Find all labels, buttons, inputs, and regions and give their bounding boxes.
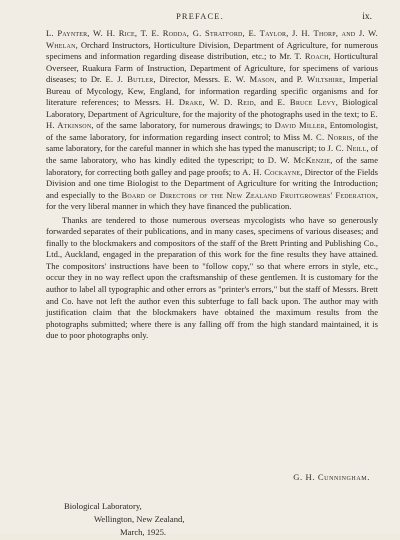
name-text: M. C. Norris — [302, 131, 353, 142]
address-line: Biological Laboratory, — [64, 501, 142, 511]
body-text: , and — [253, 97, 278, 108]
name-text: J. H. Thorp, and J. W. Whelan — [46, 28, 378, 50]
name-text: E. H. Atkinson — [46, 108, 378, 131]
name-text: E. W. Mason — [223, 74, 275, 85]
name-text: Board of Directors of the New Zealand Fruitgrowers' Federation — [121, 189, 376, 200]
body-text: , Horticultural Overseer, Ruakura Farm of Instruction, Department of Agriculture, for specimens of various diseases; to Dr. — [46, 51, 378, 85]
name-text: L. Paynter, W. H. Rice, T. E. Rodda, G. Stratford, E. Taylor, — [46, 28, 289, 38]
body-text: , Director of the Fields Division and one time Biologist to the Department of Agriculture for writing the Introduction; and especially to the — [46, 166, 378, 200]
preface-body — [46, 28, 378, 342]
author-signature: G. H. Cunningham. — [293, 472, 370, 482]
place-and-date — [64, 500, 184, 540]
body-text: , Biological Laboratory, Department of Agriculture, for the majority of the photographs used in the text; to — [46, 97, 378, 119]
body-text: , of the same laboratory, for numerous drawings; to — [91, 120, 275, 131]
body-text: , Orchard Instructors, Horticulture Division, Department of Agriculture, for numerous specimens and information regarding disease distribution, etc.; to Mr. — [46, 39, 378, 62]
body-text: , Imperial Bureau of Mycology, Kew, England, for information regarding specific organisms and for literature references; to Messrs. — [46, 74, 378, 108]
running-header — [0, 12, 400, 24]
name-text: J. C. Neill — [327, 143, 367, 154]
address-line: Wellington, New Zealand, — [94, 514, 185, 525]
body-text: , Entomologist, of the same laboratory, for information regarding insect control; to Miss — [46, 120, 378, 142]
body-text: , of the same laboratory, for correcting both galley and page proofs; to — [46, 155, 379, 177]
name-text: P. Wiltshire — [296, 74, 344, 85]
date-line: March, 1925. — [120, 527, 167, 538]
body-text: Thanks are tendered to those numerous overseas mycologists who have so generously forwarded separates of their publications, and in many cases, specimens of various diseases; and finally to the blockmakers and compositors of the staff of the Brett Printing and Publishing Co., Ltd., Auckland, engaged in the preparation of this work for the fine results they have attained. The compositors' instructions have been to "follow copy," so that where errors in style, etc., occur they in no way reflect upon the craftsmanship of these gentlemen. It is customary for the author to label all typographic and other errors as "printer's errors," but the staff of Messrs. Brett and Co. have not left the author even this subterfuge to fall back upon. The author may with justification claim that the blockmakers have obtained the maximum results from the photographs submitted; where there is any falling off from the high standard maintained, it is due to poor photographs only. — [46, 214, 378, 341]
body-text: , of the same laboratory, who has kindly edited the typescript; to — [46, 143, 378, 166]
body-text: , for the very liberal manner in which they have financed the publication. — [46, 189, 378, 212]
name-text: H. Drake, W. D. Reid — [165, 97, 254, 108]
page-number: ix. — [362, 12, 372, 22]
name-text: D. W. McKenzie — [267, 155, 331, 166]
body-text: , Director, Messrs. — [153, 74, 224, 85]
header-title: PREFACE. — [176, 12, 224, 21]
name-text: David Miller — [274, 120, 325, 131]
body-text: , and — [274, 74, 297, 85]
name-text: E. Bruce Levy — [277, 97, 336, 108]
name-text: T. Roach — [294, 51, 329, 62]
body-text: , of the same laboratory, for the careful manner in which she has typed the manuscript; to — [46, 131, 378, 154]
paragraph — [46, 215, 378, 342]
name-text: A. H. Cockayne — [242, 166, 301, 177]
name-text: E. J. Butler — [105, 74, 154, 85]
paragraph — [46, 28, 378, 213]
